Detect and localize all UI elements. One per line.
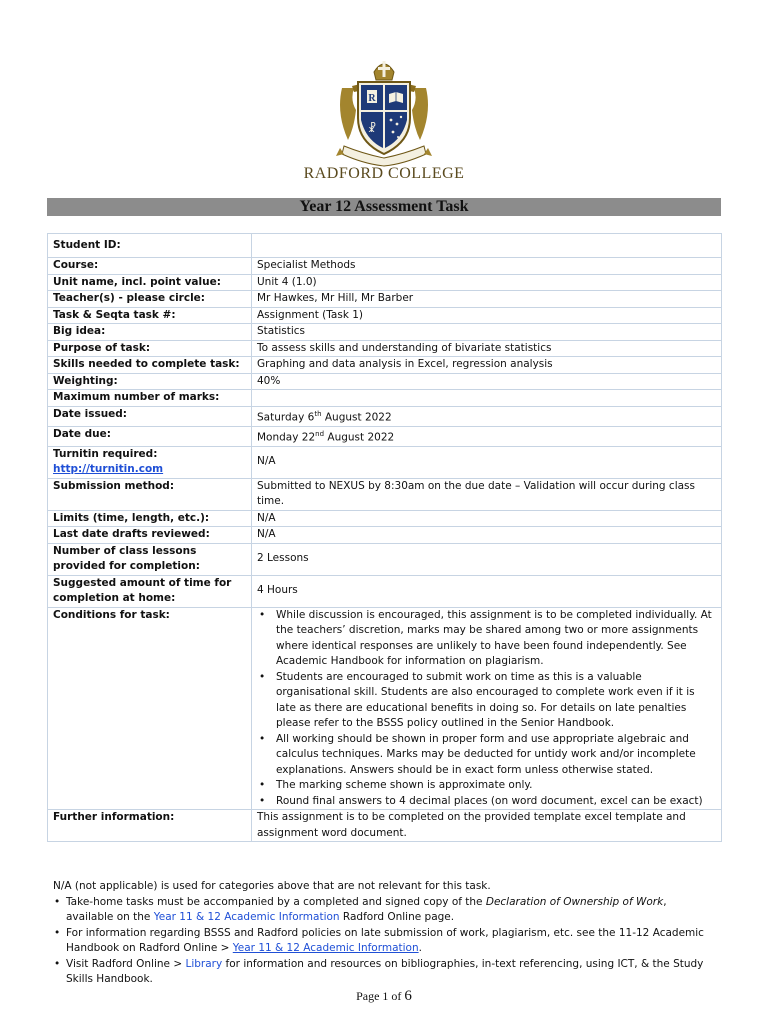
list-item: • All working should be shown in proper form and use appropriate algebraic and calculus techniques. Marks may be deducted for untidy work and/or incomplete explanations. Answers should be in exact form unless otherwise stated. [276,732,716,779]
list-item [53,926,713,957]
table-row [48,406,722,426]
row-value: 4 Hours [252,575,722,607]
date-due-day: Monday 22 [257,431,316,443]
row-value: Specialist Methods [252,258,722,275]
table-row [48,258,722,275]
academic-info-link[interactable]: Year 11 & 12 Academic Information [153,911,340,923]
row-label: Submission method: [48,478,252,510]
note-text: Visit Radford Online > [66,957,186,970]
table-row [48,307,722,324]
row-value [252,406,722,426]
row-value: Assignment (Task 1) [252,307,722,324]
task-info-table [47,233,722,842]
note-text: Radford Online page. [339,911,455,923]
row-label: Number of class lessons provided for completion: [48,543,252,575]
list-item: • Round final answers to 4 decimal places (on word document, excel can be exact) [276,794,716,810]
row-value: Unit 4 (1.0) [252,274,722,291]
row-label: Student ID: [48,234,252,258]
row-label: Maximum number of marks: [48,390,252,407]
table-row [48,357,722,374]
college-crest-logo [334,58,434,170]
row-value: Statistics [252,324,722,341]
list-item [53,895,713,926]
row-value: N/A [252,527,722,544]
table-row [48,575,722,607]
date-issued-month: August 2022 [321,411,392,423]
table-row [48,446,722,478]
table-row [48,510,722,527]
academic-info-link[interactable]: Year 11 & 12 Academic Information [232,942,419,954]
row-label: Big idea: [48,324,252,341]
table-row [48,234,722,258]
table-row [48,426,722,446]
row-value: 2 Lessons [252,543,722,575]
table-row [48,810,722,842]
row-label: Date due: [48,426,252,446]
row-value [252,607,722,810]
na-note: N/A (not applicable) is used for categories above that are not relevant for this task. [53,880,491,892]
row-value: N/A [252,446,722,478]
row-label: Unit name, incl. point value: [48,274,252,291]
list-item: • The marking scheme shown is approximate only. [276,778,716,794]
table-row [48,373,722,390]
declaration-title: Declaration of Ownership of Work [485,895,664,908]
row-label [48,446,252,478]
table-row [48,607,722,810]
row-label: Weighting: [48,373,252,390]
turnitin-label: Turnitin required: [53,447,158,460]
row-value: N/A [252,510,722,527]
college-name: RADFORD COLLEGE [303,165,465,182]
library-link[interactable]: Library [185,957,223,970]
table-row [48,274,722,291]
row-value[interactable] [252,234,722,258]
list-item: • While discussion is encouraged, this assignment is to be completed individually. At the teachers’ discretion, marks may be shared among two or more assignments where identical responses are unlikely to have been found independently. See Academic Handbook for information on plagiarism. [276,608,716,670]
row-label: Date issued: [48,406,252,426]
row-value [252,426,722,446]
table-row [48,291,722,308]
footnotes [53,879,713,988]
row-value: Mr Hawkes, Mr Hill, Mr Barber [252,291,722,308]
note-text: for information and resources on bibliographies, in-text referencing, using ICT, & the Study Skills Handbook. [66,957,704,985]
list-item: • Students are encouraged to submit work on time as this is a valuable organisational skill. Students are also encouraged to complete work even if it is late as there are educational benefits in doing so. For details on late penalties please refer to the BSSS policy outlined in the Senior Handbook. [276,670,716,732]
row-value: 40% [252,373,722,390]
row-value: Graphing and data analysis in Excel, regression analysis [252,357,722,374]
list-item [53,957,713,988]
svg-text:R: R [368,93,376,104]
note-text: . [418,942,422,954]
page-title: Year 12 Assessment Task [47,198,721,216]
table-row [48,324,722,341]
date-due-month: August 2022 [324,431,395,443]
row-label: Last date drafts reviewed: [48,527,252,544]
of-word: of [388,989,405,1003]
date-issued-day: Saturday 6 [257,411,315,423]
row-value [252,390,722,407]
row-label: Task & Seqta task #: [48,307,252,324]
conditions-list [257,608,716,810]
turnitin-link[interactable]: http://turnitin.com [53,463,164,475]
row-label: Conditions for task: [48,607,252,810]
page-word: Page [356,989,383,1003]
note-text: For information regarding BSSS and Radford policies on late submission of work, plagiarism, etc. see the 11-12 Academic Handbook on Radford Online > [66,926,704,954]
row-label: Course: [48,258,252,275]
table-row [48,543,722,575]
row-label: Teacher(s) - please circle: [48,291,252,308]
table-row [48,340,722,357]
date-due-suffix: nd [315,429,325,438]
row-value: To assess skills and understanding of bivariate statistics [252,340,722,357]
table-row [48,478,722,510]
row-value: This assignment is to be completed on the provided template excel template and assignment word document. [252,810,722,842]
table-row [48,390,722,407]
page-current: 1 [382,989,389,1003]
row-label: Suggested amount of time for completion at home: [48,575,252,607]
table-row [48,527,722,544]
date-issued-suffix: th [314,409,322,418]
row-label: Purpose of task: [48,340,252,357]
row-value: Submitted to NEXUS by 8:30am on the due date – Validation will occur during class time. [252,478,722,510]
row-label: Skills needed to complete task: [48,357,252,374]
svg-text:☧: ☧ [367,122,377,135]
note-text: Take-home tasks must be accompanied by a completed and signed copy of the [66,895,486,908]
note-text: , available on the [66,895,667,923]
page-total: 6 [404,988,412,1004]
page-number [0,988,768,1005]
row-label: Limits (time, length, etc.): [48,510,252,527]
row-label: Further information: [48,810,252,842]
